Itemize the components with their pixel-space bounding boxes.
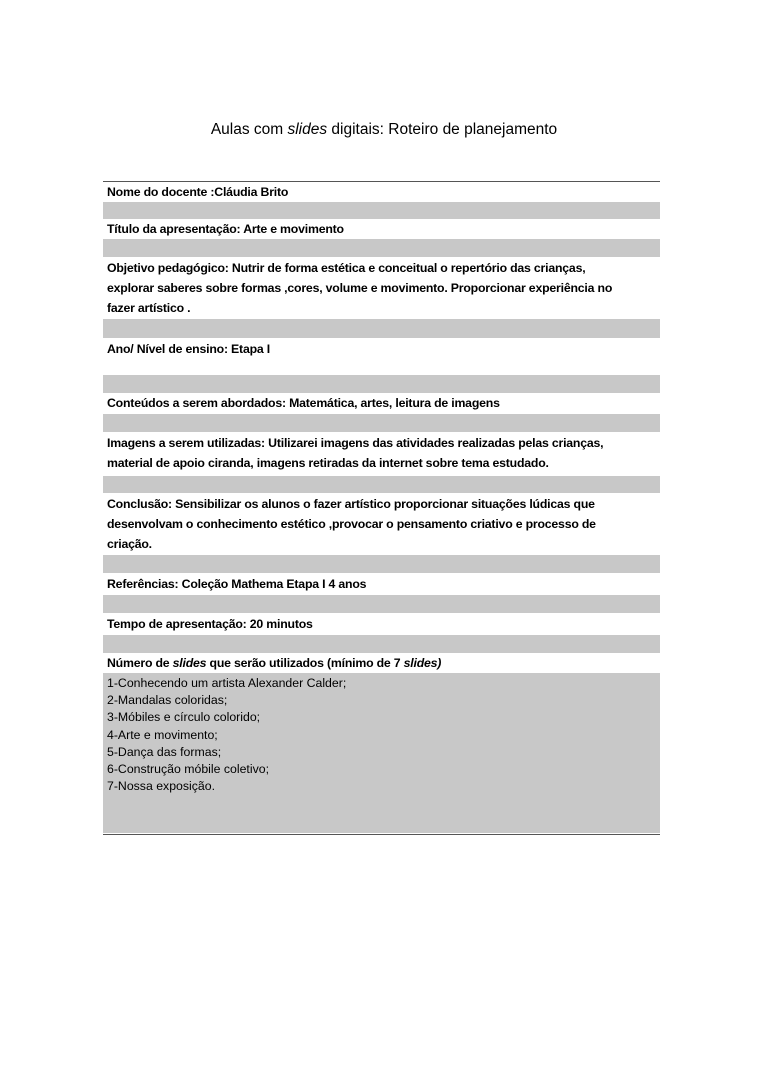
- row-titulo: [103, 219, 660, 239]
- separator: [103, 414, 660, 432]
- row-imagens: [103, 432, 660, 476]
- list-item: 6-Construção móbile coletivo;: [107, 762, 269, 777]
- row-ano: [103, 338, 660, 375]
- list-item: 5-Dança das formas;: [107, 744, 222, 759]
- separator: [103, 375, 660, 393]
- separator: [103, 595, 660, 613]
- table-bottom-border: [103, 834, 660, 835]
- conteudos-text: Conteúdos a serem abordados: Matemática, artes, leitura de imagens: [107, 396, 500, 410]
- objetivo-line-1: Objetivo pedagógico: Nutrir de forma estética e conceitual o repertório das crianças,: [107, 261, 586, 275]
- conclusao-line-1: Conclusão: Sensibilizar os alunos o fazer artístico proporcionar situações lúdicas que: [107, 497, 595, 511]
- objetivo-line-2: explorar saberes sobre formas ,cores, volume e movimento. Proporcionar experiência no: [107, 281, 613, 295]
- numero-prefix: Número de: [107, 656, 173, 670]
- row-conteudos: [103, 393, 660, 414]
- list-item: 2-Mandalas coloridas;: [107, 693, 228, 708]
- row-docente: [103, 182, 660, 202]
- slides-list: [103, 673, 660, 833]
- separator: [103, 476, 660, 493]
- title-suffix: digitais: Roteiro de planejamento: [327, 121, 558, 138]
- numero-mid: que serão utilizados (mínimo de 7: [206, 656, 404, 670]
- titulo-text: Título da apresentação: Arte e movimento: [107, 222, 344, 236]
- planning-table: [103, 181, 660, 833]
- separator: [103, 555, 660, 573]
- separator: [103, 319, 660, 338]
- separator: [103, 202, 660, 219]
- imagens-line-2: material de apoio ciranda, imagens retiradas da internet sobre tema estudado.: [107, 456, 549, 470]
- conclusao-line-3: criação.: [107, 537, 152, 551]
- numero-text: [107, 653, 656, 673]
- conclusao-line-2: desenvolvam o conhecimento estético ,provocar o pensamento criativo e processo de: [107, 517, 596, 531]
- list-item: 1-Conhecendo um artista Alexander Calder;: [107, 676, 347, 690]
- ano-text: Ano/ Nível de ensino: Etapa I: [107, 342, 270, 356]
- list-item: 4-Arte e movimento;: [107, 727, 218, 742]
- separator: [103, 635, 660, 653]
- tempo-text: Tempo de apresentação: 20 minutos: [107, 617, 313, 631]
- referencias-text: Referências: Coleção Mathema Etapa I 4 anos: [107, 577, 367, 591]
- separator: [103, 239, 660, 257]
- list-item: 3-Móbiles e círculo colorido;: [107, 710, 261, 725]
- row-objetivo: [103, 257, 660, 319]
- row-conclusao: [103, 493, 660, 555]
- row-numero: [103, 653, 660, 673]
- docente-text: Nome do docente :Cláudia Brito: [107, 185, 289, 199]
- numero-italic: slides: [172, 656, 207, 670]
- list-item: 7-Nossa exposição.: [107, 779, 215, 794]
- title-italic: slides: [287, 121, 328, 138]
- imagens-line-1: Imagens a serem utilizadas: Utilizarei imagens das atividades realizadas pelas crianças,: [107, 436, 604, 450]
- page-title: [0, 121, 768, 139]
- row-tempo: [103, 613, 660, 635]
- objetivo-line-3: fazer artístico .: [107, 301, 191, 315]
- row-referencias: [103, 573, 660, 595]
- title-prefix: Aulas com: [210, 121, 288, 138]
- numero-italic-2: slides): [403, 656, 442, 670]
